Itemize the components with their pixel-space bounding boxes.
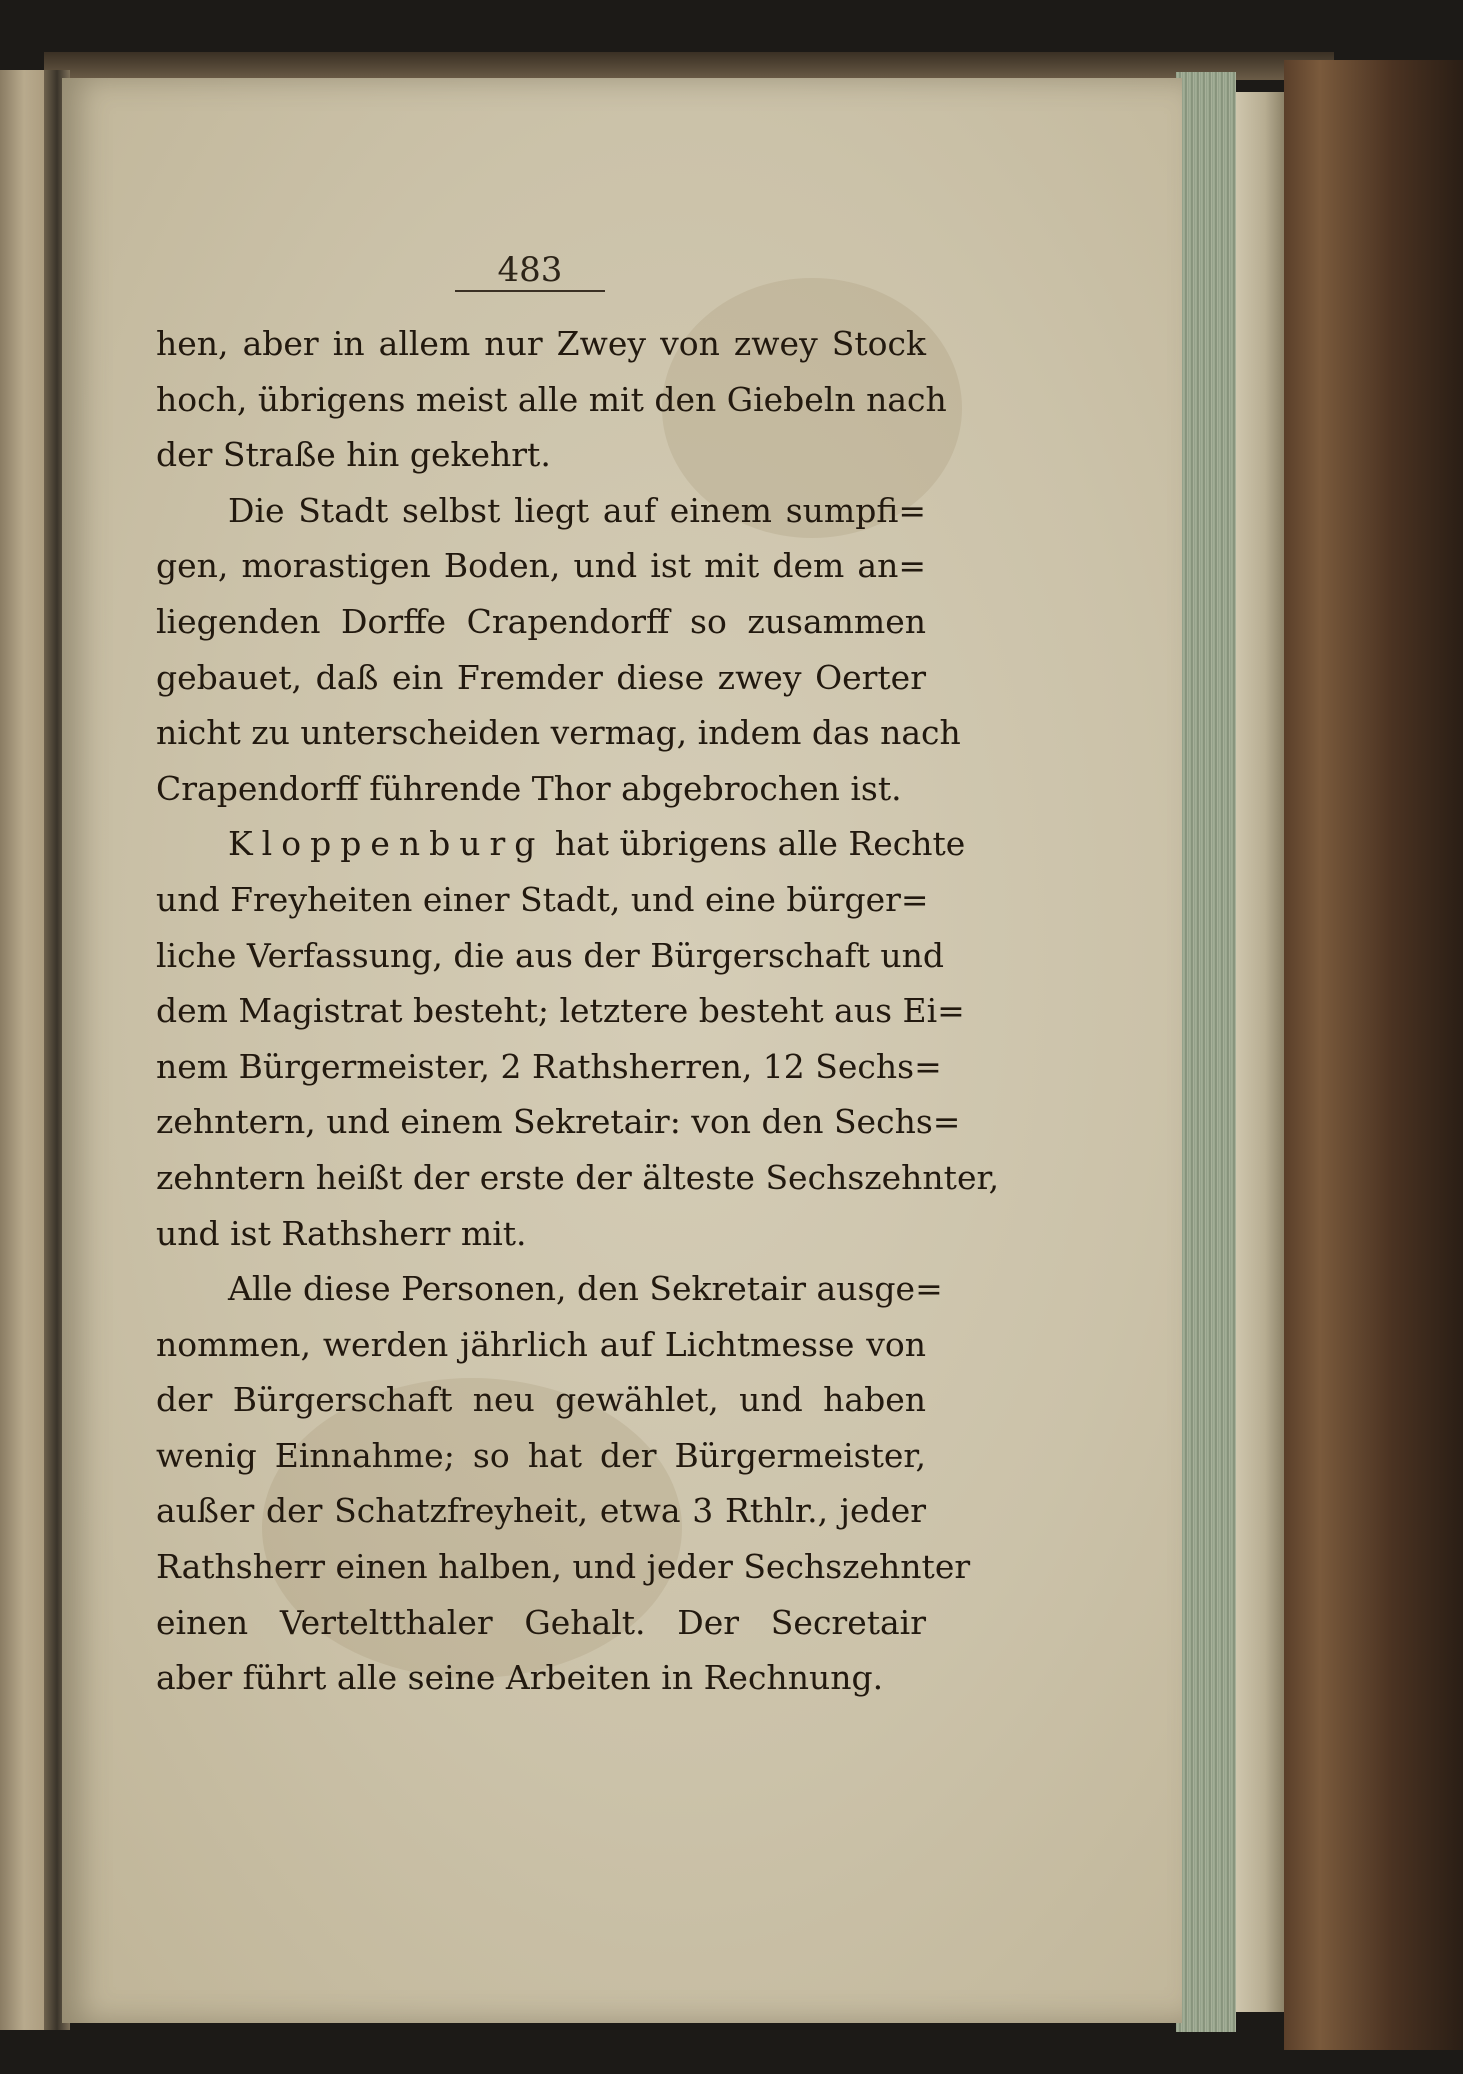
text-line: nicht zu unterscheiden vermag, indem das nach [156, 713, 961, 753]
text-line: liegenden Dorffe Crapendorff so zusammen [156, 601, 926, 641]
text-line: nem Bürgermeister, 2 Rathsherren, 12 Sechs= [156, 1046, 942, 1086]
page-number-container [450, 250, 610, 290]
text-line: Crapendorff führende Thor abgebrochen ist. [156, 768, 902, 808]
text-line-rest: hat übrigens alle Rechte [544, 824, 966, 864]
page-stack-edges [1176, 72, 1236, 2032]
text-line: und Freyheiten einer Stadt, und eine bürger= [156, 879, 929, 919]
text-line: Die Stadt selbst liegt auf einem sumpfi= [228, 490, 926, 530]
book-cover [1284, 60, 1463, 2050]
text-line: der Straße hin gekehrt. [156, 435, 551, 475]
text-line: außer der Schatzfreyheit, etwa 3 Rthlr., jeder [156, 1491, 926, 1531]
text-line: hoch, übrigens meist alle mit den Giebeln nach [156, 379, 947, 419]
text-line-spaced [156, 816, 966, 872]
page-number: 483 [497, 250, 563, 290]
text-line: zehntern, und einem Sekretair: von den Sechs= [156, 1102, 961, 1142]
text-line: einen Verteltthaler Gehalt. Der Secretair [156, 1602, 926, 1642]
text-line: liche Verfassung, die aus der Bürgerschaft und [156, 935, 944, 975]
header-rule [455, 290, 605, 292]
text-line: gebauet, daß ein Fremder diese zwey Oerter [156, 657, 926, 697]
text-line: und ist Rathsherr mit. [156, 1213, 527, 1253]
text-line: der Bürgerschaft neu gewählet, und haben [156, 1380, 926, 1420]
text-line: gen, morastigen Boden, und ist mit dem an= [156, 546, 926, 586]
cover-top-edge [44, 52, 1334, 80]
text-line: zehntern heißt der erste der älteste Sechszehnter, [156, 1157, 1000, 1197]
text-line: Alle diese Personen, den Sekretair ausge= [228, 1269, 943, 1309]
text-line: hen, aber in allem nur Zwey von zwey Stock [156, 324, 926, 363]
page-block-edge [1236, 92, 1284, 2012]
body-text [156, 316, 1000, 1706]
text-line: dem Magistrat besteht; letztere besteht aus Ei= [156, 991, 965, 1031]
text-line: Rathsherr einen halben, und jeder Sechszehnter [156, 1547, 971, 1587]
text-line: wenig Einnahme; so hat der Bürgermeister, [156, 1435, 926, 1475]
text-line: aber führt alle seine Arbeiten in Rechnung. [156, 1658, 884, 1698]
spaced-word: Kloppenburg [228, 824, 545, 864]
text-line: nommen, werden jährlich auf Lichtmesse von [156, 1324, 926, 1364]
